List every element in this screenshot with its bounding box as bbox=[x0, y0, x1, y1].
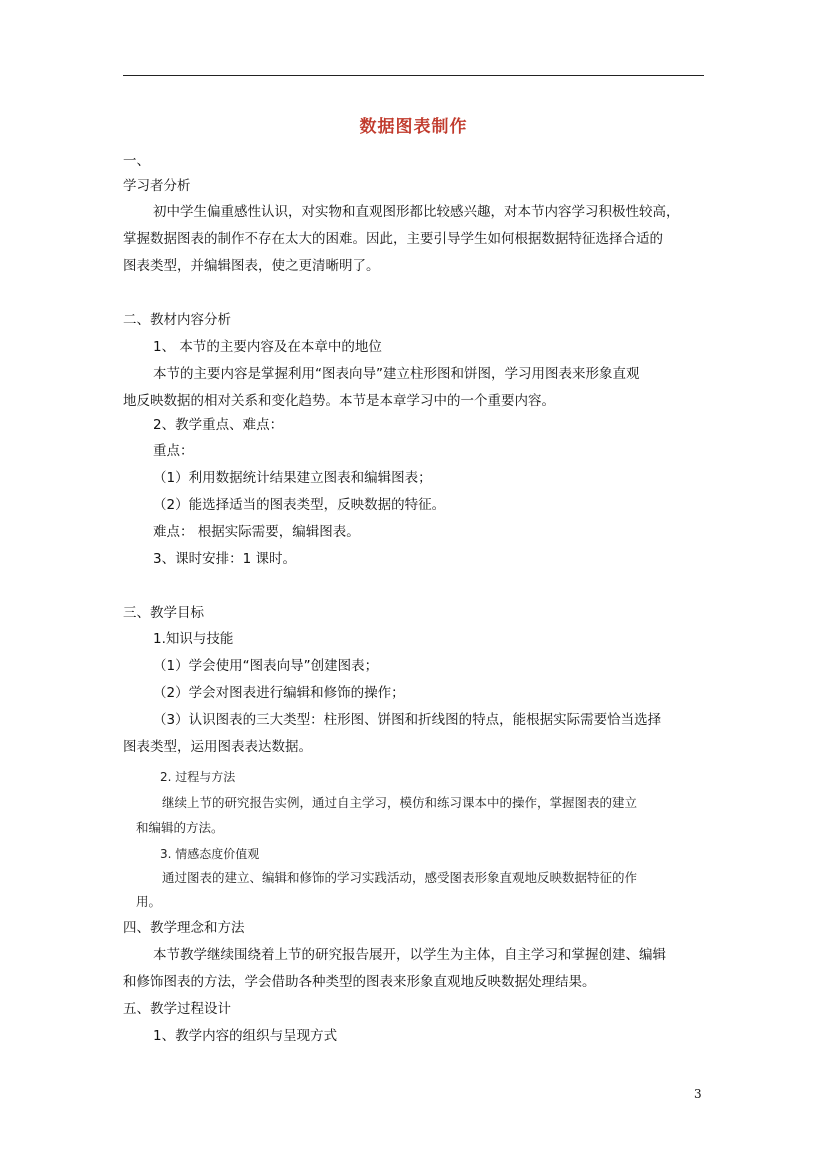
paragraph-line: 图表类型，运用图表表达数据。 bbox=[123, 739, 312, 755]
header-rule bbox=[123, 75, 704, 76]
paragraph-line: 掌握数据图表的制作不存在太大的困难。因此，主要引导学生如何根据数据特征选择合适的 bbox=[123, 231, 663, 247]
section-3-heading: 三、教学目标 bbox=[123, 605, 204, 621]
list-item: （2）学会对图表进行编辑和修饰的操作； bbox=[153, 685, 405, 701]
paragraph-line: 本节教学继续围绕着上节的研究报告展开，以学生为主体，自主学习和掌握创建、编辑 bbox=[153, 947, 666, 963]
subheading: 1、教学内容的组织与呈现方式 bbox=[153, 1028, 338, 1044]
paragraph-line: 继续上节的研究报告实例，通过自主学习，模仿和练习课本中的操作，掌握图表的建立 bbox=[162, 795, 638, 810]
paragraph-line: 通过图表的建立、编辑和修饰的学习实践活动，感受图表形象直观地反映数据特征的作 bbox=[162, 870, 638, 885]
page-number: 3 bbox=[694, 1087, 702, 1101]
paragraph-line: 本节的主要内容是掌握利用“图表向导”建立柱形图和饼图，学习用图表来形象直观 bbox=[153, 366, 640, 382]
subheading: 2. 过程与方法 bbox=[160, 770, 236, 784]
paragraph-line: 初中学生偏重感性认识，对实物和直观图形都比较感兴趣，对本节内容学习积极性较高， bbox=[153, 204, 680, 220]
paragraph-line: 地反映数据的相对关系和变化趋势。本节是本章学习中的一个重要内容。 bbox=[123, 393, 555, 409]
paragraph-line: 图表类型，并编辑图表，使之更清晰明了。 bbox=[123, 258, 380, 274]
section-2-heading: 二、教材内容分析 bbox=[123, 312, 231, 328]
subheading: 3. 情感态度价值观 bbox=[160, 847, 260, 861]
section-4-heading: 四、教学理念和方法 bbox=[123, 920, 245, 936]
list-item: （2）能选择适当的图表类型，反映数据的特征。 bbox=[153, 497, 446, 513]
paragraph-line: 和修饰图表的方法，学会借助各种类型的图表来形象直观地反映数据处理结果。 bbox=[123, 974, 596, 990]
paragraph-line: 和编辑的方法。 bbox=[136, 820, 224, 835]
section-1-number: 一、 bbox=[123, 153, 150, 169]
page-title: 数据图表制作 bbox=[359, 117, 468, 137]
subheading: 2、教学重点、难点： bbox=[153, 417, 284, 433]
list-item: （1）学会使用“图表向导”创建图表； bbox=[153, 658, 379, 674]
key-points-label: 重点： bbox=[153, 443, 194, 459]
subheading: 1、 本节的主要内容及在本章中的地位 bbox=[153, 339, 382, 355]
section-1-heading: 学习者分析 bbox=[123, 178, 191, 194]
paragraph-line: 用。 bbox=[136, 894, 162, 909]
list-item: （1）利用数据统计结果建立图表和编辑图表； bbox=[153, 470, 432, 486]
difficulty-line: 难点： 根据实际需要，编辑图表。 bbox=[153, 524, 360, 540]
list-item: （3）认识图表的三大类型：柱形图、饼图和折线图的特点，能根据实际需要恰当选择 bbox=[153, 712, 662, 728]
subheading: 1.知识与技能 bbox=[153, 631, 234, 647]
subheading: 3、课时安排：1 课时。 bbox=[153, 551, 296, 567]
section-5-heading: 五、教学过程设计 bbox=[123, 1001, 231, 1017]
